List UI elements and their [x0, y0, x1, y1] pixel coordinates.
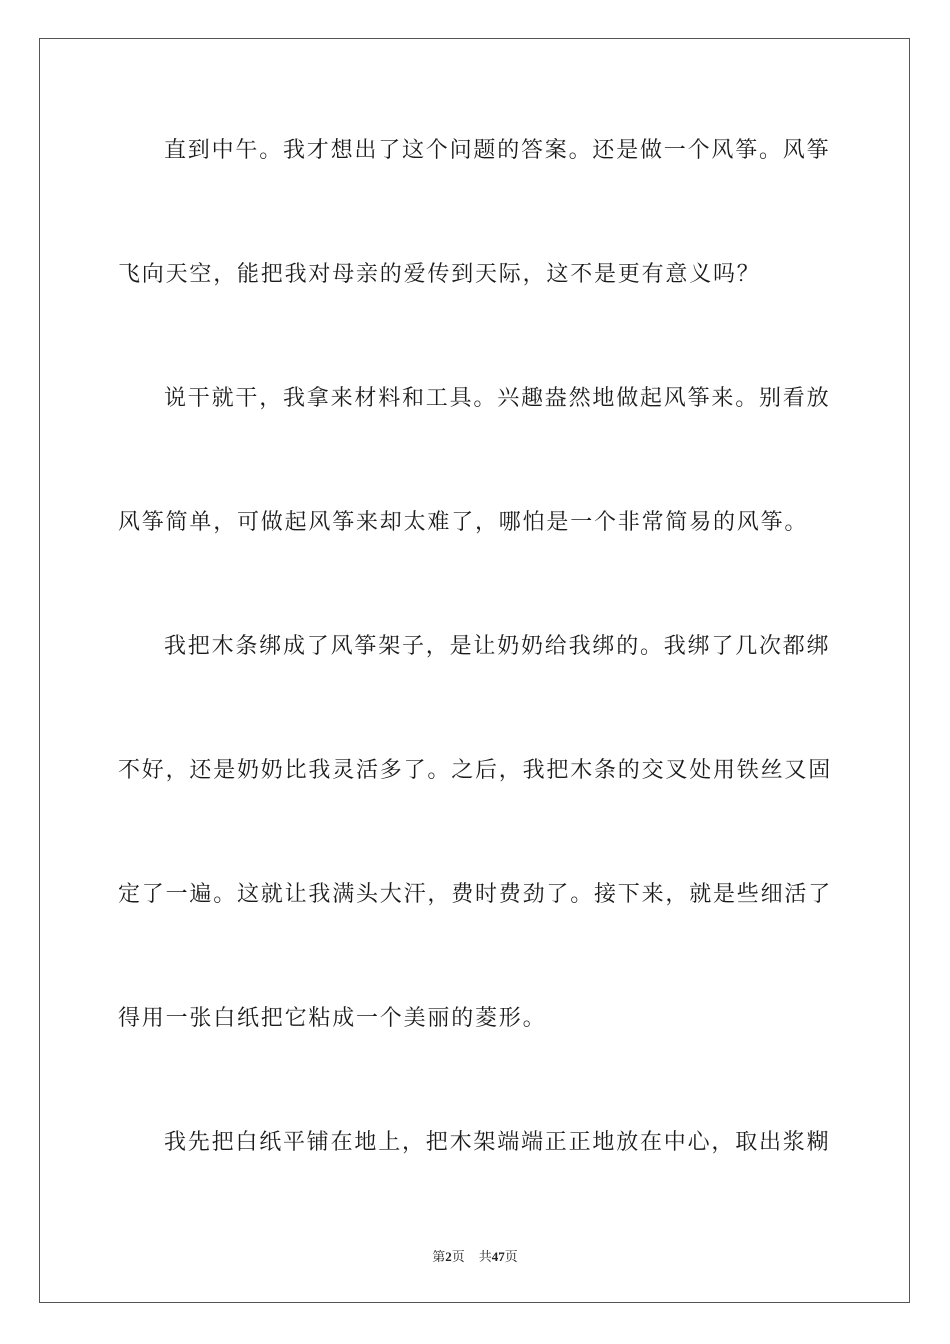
page-frame [39, 38, 910, 1303]
paragraph-line: 说干就干，我拿来材料和工具。兴趣盎然地做起风筝来。别看放 [164, 386, 831, 411]
total-prefix: 共 [478, 1250, 492, 1265]
page-number: 2 [445, 1249, 452, 1264]
paragraph-line: 风筝简单，可做起风筝来却太难了，哪怕是一个非常简易的风筝。 [118, 510, 809, 535]
paragraph-line: 飞向天空，能把我对母亲的爱传到天际，这不是更有意义吗？ [118, 262, 761, 287]
total-pages: 47 [491, 1249, 505, 1264]
paragraph-line: 我把木条绑成了风筝架子，是让奶奶给我绑的。我绑了几次都绑 [164, 634, 831, 659]
paragraph-line: 不好，还是奶奶比我灵活多了。之后，我把木条的交叉处用铁丝又固 [118, 758, 833, 783]
total-suffix: 页 [504, 1250, 518, 1265]
page-suffix: 页 [451, 1250, 465, 1265]
paragraph-line: 得用一张白纸把它粘成一个美丽的菱形。 [118, 1006, 547, 1031]
page-prefix: 第 [432, 1250, 446, 1265]
page-footer [0, 1246, 950, 1265]
paragraph-line: 直到中午。我才想出了这个问题的答案。还是做一个风筝。风筝 [164, 138, 831, 163]
paragraph-line: 定了一遍。这就让我满头大汗，费时费劲了。接下来，就是些细活了 [118, 882, 833, 907]
paragraph-line: 我先把白纸平铺在地上，把木架端端正正地放在中心，取出浆糊 [164, 1130, 831, 1155]
